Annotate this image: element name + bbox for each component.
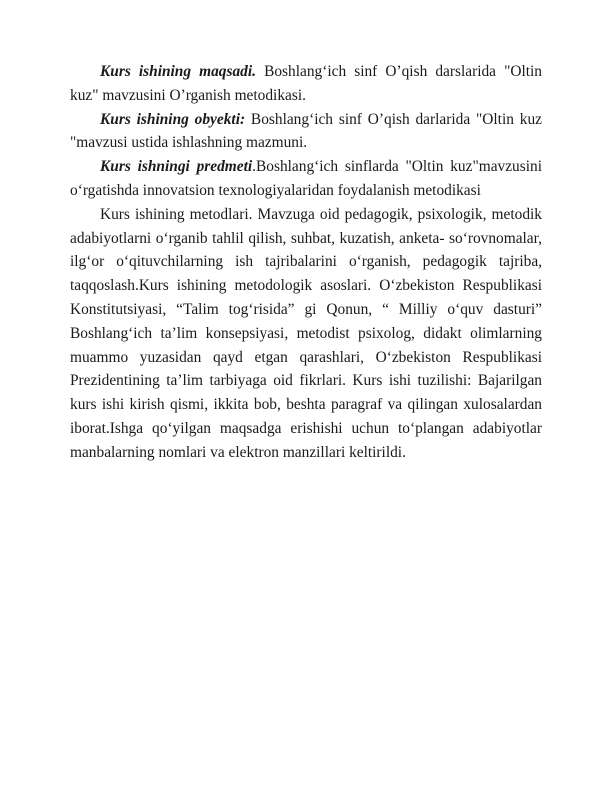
paragraph-metodlari: [70, 203, 542, 465]
paragraph-body-obyekti: Boshlang‘ich sinf O’qish darlarida "Oltin kuz "mavzusi ustida ishlashning mazmuni.: [70, 110, 542, 152]
paragraph-maqsadi: [70, 60, 542, 108]
paragraph-lead-predmeti: Kurs ishningi predmeti: [100, 158, 253, 176]
paragraph-lead-obyekti: Kurs ishining obyekti:: [100, 110, 246, 128]
paragraph-lead-maqsadi: Kurs ishining maqsadi.: [100, 63, 256, 80]
paragraph-predmeti: [70, 155, 542, 203]
paragraph-body-maqsadi: Boshlang‘ich sinf O’qish darslarida "Oltin kuz" mavzusini O’rganish metodikasi.: [70, 63, 542, 104]
paragraph-obyekti: [70, 108, 542, 156]
document-text-body: [70, 60, 542, 465]
paragraph-body-metodlari: Kurs ishining metodlari. Mavzuga oid pedagogik, psixologik, metodik adabiyotlarni o‘rganib tahlil qilish, suhbat, kuzatish, anketa- so‘rovnomalar, ilg‘or o‘qituvchilarning ish tajribalarini o‘rganish, pedagogik tajriba, taqqoslash.Kurs ishining metodologik asoslari. O‘zbekiston Respublikasi Konstitutsiyasi, “Talim tog‘risida” gi Qonun, “ Milliy o‘quv dasturi” Boshlang‘ich ta’lim konsepsiyasi, metodist psixolog, didakt olimlarning muammo yuzasidan qayd etgan qarashlari, O‘zbekiston Respublikasi Prezidentining ta’lim tarbiyaga oid fikrlari. Kurs ishi tuzilishi: Bajarilgan kurs ishi kirish qismi, ikkita bob, beshta paragraf va qilingan xulosalardan iborat.Ishga qo‘yilgan maqsadga erishishi uchun to‘plangan adabiyotlar manbalarning nomlari va elektron manzillari keltirildi.: [70, 205, 542, 461]
paragraph-body-predmeti: .Boshlang‘ich sinflarda "Oltin kuz"mavzusini o‘rgatishda innovatsion texnologiyalaridan foydalanish metodikasi: [70, 158, 542, 199]
